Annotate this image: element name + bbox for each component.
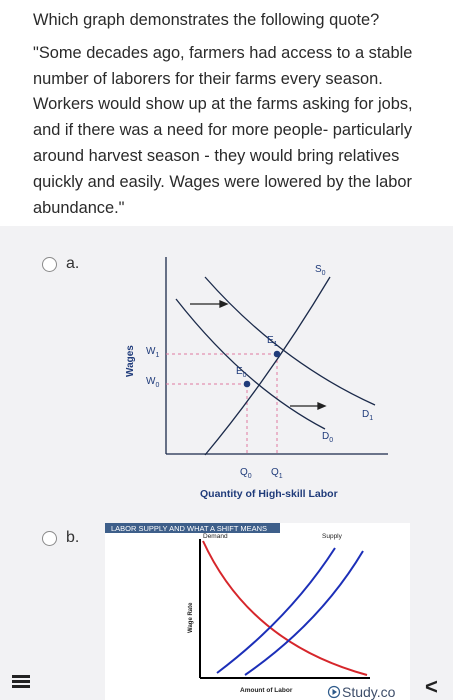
shift-arrowhead-top xyxy=(220,301,227,307)
menu-icon[interactable] xyxy=(12,675,30,693)
graph-a-dashed-guides xyxy=(166,354,277,454)
bottom-bar xyxy=(0,670,453,700)
graph-a-x-label: Quantity of High-skill Labor xyxy=(200,488,338,500)
w1-label: $W_1$ xyxy=(146,346,160,359)
option-b-letter: b. xyxy=(66,529,80,546)
e0-label: $E_0$ xyxy=(236,366,247,379)
back-chevron-icon[interactable]: < xyxy=(425,674,438,699)
graph-b-demand-label: Demand xyxy=(203,533,228,540)
graph-a-y-label: Wages xyxy=(125,345,136,377)
option-b-radio[interactable] xyxy=(42,531,57,546)
graph-b-x-label: Amount of Labor xyxy=(240,687,293,694)
w0-label: $W_0$ xyxy=(146,376,160,389)
graph-a xyxy=(100,247,390,507)
q1-label: $Q_1$ xyxy=(271,467,283,480)
graph-b-y-label: Wage Rate xyxy=(188,602,194,633)
question-text xyxy=(33,8,418,228)
shift-arrowhead-bottom xyxy=(318,403,325,409)
equilibrium-e1-point xyxy=(274,351,281,358)
e1-label: $E_1$ xyxy=(267,335,278,348)
d0-label: $D_0$ xyxy=(322,431,334,444)
option-a-letter: a. xyxy=(66,255,80,272)
watermark-text: Study.co xyxy=(342,684,396,700)
d1-label: $D_1$ xyxy=(362,409,374,422)
supply-label: $S_0$ xyxy=(315,264,326,277)
question-card xyxy=(0,0,453,226)
q0-label: $Q_0$ xyxy=(240,467,252,480)
option-a-radio[interactable] xyxy=(42,257,57,272)
question-quote: "Some decades ago, farmers had access to a stable number of laborers for their farms every season. Workers would show up at the farms asking for jobs, and if there was a need for more people- particularly around harvest season - they would bring relatives quickly and easily. Wages were lowered by the labor abundance." xyxy=(33,43,413,217)
graph-b-supply-label: Supply xyxy=(322,533,342,540)
equilibrium-e0-point xyxy=(244,381,251,388)
question-prompt: Which graph demonstrates the following quote? xyxy=(33,11,380,29)
graph-b-title: LABOR SUPPLY AND WHAT A SHIFT MEANS xyxy=(111,524,268,533)
